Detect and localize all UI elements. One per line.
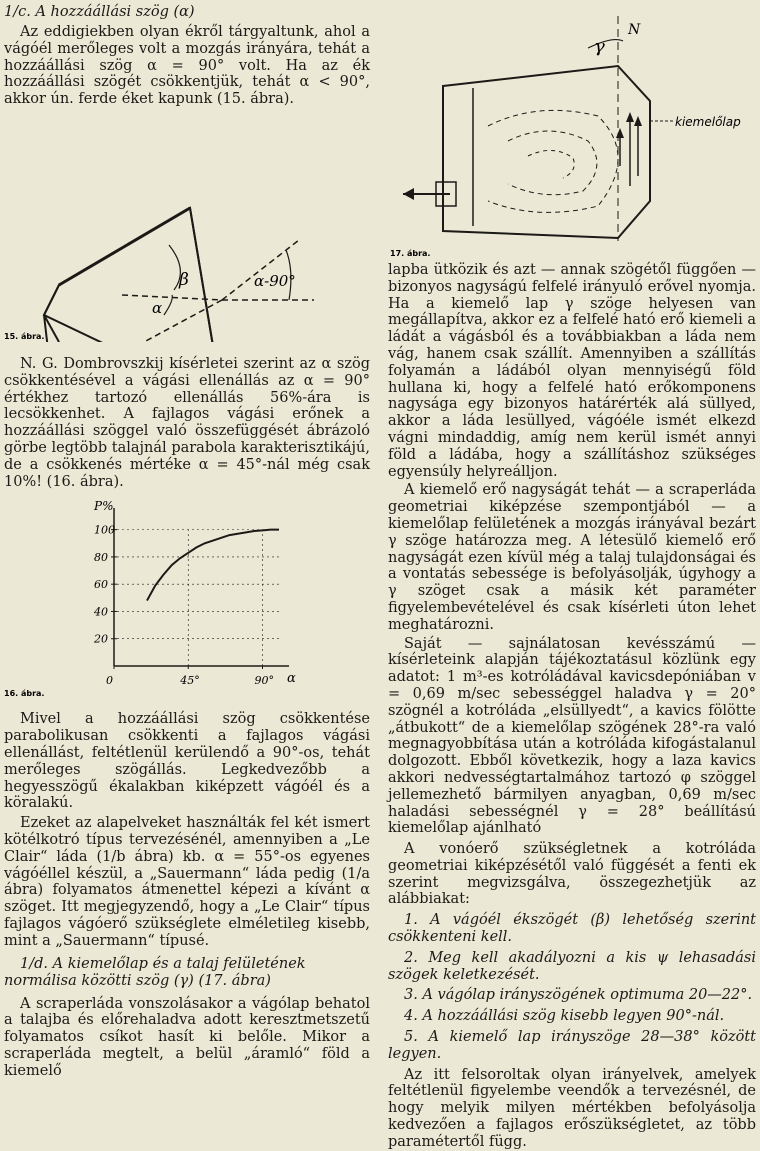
chart-axes xyxy=(93,499,296,687)
left-column xyxy=(4,0,370,1080)
label-kiemelolap: kiemelőlap xyxy=(675,115,741,129)
paragraph-r3: Saját — sajnálatosan kevésszámú — kísérleteink alapján tájékoztatásul közlünk egy adatot: 1 m³-es kotróládával kavicsdepóniában v = 0,69 m/sec sebességgel haladva γ = 20° szögnél a kotróláda „elsüllyedt“, a kavics fölötte „átbukott“ de a kiemelőlap szögének 28°-ra való megnagyobbítása után a kotróláda kifogástalanul dolgozott. Ebből következik, hogy a laza kavics akkori nedvességtartalmához tartozó φ szöggel jellemezhető bármilyen anyagban, 0,69 m/sec haladási sebességnél γ = 28° beállítású kiemelőlap ajánlható xyxy=(388,635,756,837)
wedge-body xyxy=(44,208,222,342)
paragraph-1: Az eddigiekben olyan ékről tárgyaltunk, ahol a vágóél merőleges volt a mozgás irányára, tehát a hozzáállási szög α = 90° volt. Ha az ék hozzáállási szögét csökkentjük, tehát α < 90°, akkor ún. ferde éket kapunk (15. ábra). xyxy=(4,24,370,108)
label-n: N xyxy=(628,22,641,38)
figure-15-caption: 15. ábra. xyxy=(4,331,45,341)
list-item: 5. A kiemelő lap irányszöge 28—38° között legyen. xyxy=(388,1029,756,1062)
list-item: 4. A hozzáállási szög kisebb legyen 90°-nál. xyxy=(404,1008,725,1025)
summary-list xyxy=(388,912,756,1062)
y-tick-label: 20 xyxy=(94,633,108,647)
y-tick-label: 80 xyxy=(94,551,108,565)
section-heading-1d: 1/d. A kiemelőlap és a talaj felületének normálisa közötti szög (γ) (17. ábra) xyxy=(4,955,306,989)
figure-17 xyxy=(388,6,756,262)
section-heading-1c: 1/c. A hozzáállási szög (α) xyxy=(4,4,195,20)
figure-17-caption: 17. ábra. xyxy=(390,249,431,258)
paragraph-3: Mivel a hozzáállási szög csökkentése parabolikusan csökkenti a fajlagos vágási ellenállást, feltétlenül kerülendő a 90°-os, tehát merőleges szögállás. Legkedvezőbb a hegyesszögű ékalakban kiképzett vágóél és a köralakú. xyxy=(4,711,370,812)
y-tick-label: 100 xyxy=(94,523,115,537)
paragraph-r4: A vonóerő szükségletnek a kotróláda geometriai kiképzésétől való függését a fenti ek szerint megvizsgálva, összegezhetjük az alábbiakat: xyxy=(388,841,756,908)
label-beta: β xyxy=(179,269,189,290)
paragraph-r2: A kiemelő erő nagyságát tehát — a scraperláda geometriai kiképzése szempontjából — a kiemelőlap felületének a mozgás irányával bezárt γ szöge határozza meg. A létesülő kiemelő erő nagyságát ezen kívül még a talaj tulajdonságai és a vontatás sebessége is befolyásolják, úgyhogy a γ szöget csak a másik két paraméter figyelembevételével és csak kísérleti úton lehet meghatározni. xyxy=(388,482,756,633)
paragraph-5: A scraperláda vonszolásakor a vágólap behatol a talajba és előrehaladva adott keresztmetszetű folyamatos csíkot hasít ki belőle. Mikor a scraperláda megtelt, a belül „áramló“ föld a kiemelő xyxy=(4,995,370,1079)
figure-16-caption: 16. ábra. xyxy=(4,689,45,699)
paragraph-r5: Az itt felsoroltak olyan irányelvek, amelyek feltétlenül figyelembe veendők a tervezésnél, de hogy melyik milyen mértékben befolyásolja kedvezően a fajlagos erőszükségletet, az több paramétertől függ. xyxy=(388,1066,756,1150)
list-item: 3. A vágólap irányszögének optimuma 20—22°. xyxy=(404,987,753,1004)
label-alpha-90: α-90° xyxy=(254,271,296,290)
x-tick-label: 90° xyxy=(254,674,274,688)
y-axis-label: P% xyxy=(94,499,114,514)
x-tick-label: 0 xyxy=(106,674,113,688)
paragraph-4: Ezeket az alapelveket használták fel két ismert kötélkotró típus tervezésénél, amennyiben a „Le Clair“ láda (1/b ábra) kb. α = 55°-os egyenes vágóéllel készül, a „Sauermann“ láda pedig (1/a ábra) folyamatos átmenettel képezi a kívánt α szöget. Itt megjegyzendő, hogy a „Le Clair“ típus fajlagos vágóerő szükséglete elméletileg kisebb, mint a „Sauermann“ típusé. xyxy=(4,815,370,949)
wedge-side xyxy=(44,208,222,342)
right-column xyxy=(388,0,756,1151)
chart-marks xyxy=(147,530,279,601)
list-item: 1. A vágóél ékszögét (β) lehetőség szerint csökkenteni kell. xyxy=(388,912,756,946)
y-tick-label: 60 xyxy=(94,578,108,592)
y-tick-label: 40 xyxy=(94,605,108,619)
figure-15 xyxy=(4,110,370,342)
paragraph-2: N. G. Dombrovszkij kísérletei szerint az α szög csökkentésével a vágási ellenállás az α = 90° értékhez tartozó ellenállás 56%-ára is lecsökkenhet. A fajlagos vágási erőnek a hozzáállási szöggel való összefüggését ábrázoló görbe legtöbb talajnál parabola karakterisztikájú, de a csökkenés mértéke α = 45°-nál még csak 10%! (16. ábra). xyxy=(4,355,370,490)
paragraph-r1: lapba ütközik és azt — annak szögétől függően — bizonyos nagyságú felfelé irányuló erővel nyomja. Ha a kiemelő lap γ szöge helyesen van megállapítva, akkor ez a felfelé ható erő kiemeli a ládát a vágásból és a továbbiakban a láda nem vág, hanem csak szállít. Amennyiben a szállítás folyamán a ládából olyan mennyiségű föld hullana ki, hogy a felfelé ható erőkomponens nagysága egy bizonyos határérték alá süllyed, akkor a láda lesüllyed, vágóéle ismét elkezd vágni mindaddig, amíg nem kerül ismét annyi föld a ládába, hogy a szállításhoz szükséges egyensúly helyreálljon. xyxy=(388,262,756,480)
label-gamma: γ xyxy=(594,36,605,57)
figure-16-chart xyxy=(4,496,370,701)
series-line xyxy=(147,530,279,601)
x-axis-label: α xyxy=(287,671,296,687)
list-item: 2. Meg kell akadályozni a kis ψ lehasadási szögek keletkezését. xyxy=(388,949,756,983)
label-alpha: α xyxy=(152,298,163,317)
x-tick-label: 45° xyxy=(180,674,200,688)
